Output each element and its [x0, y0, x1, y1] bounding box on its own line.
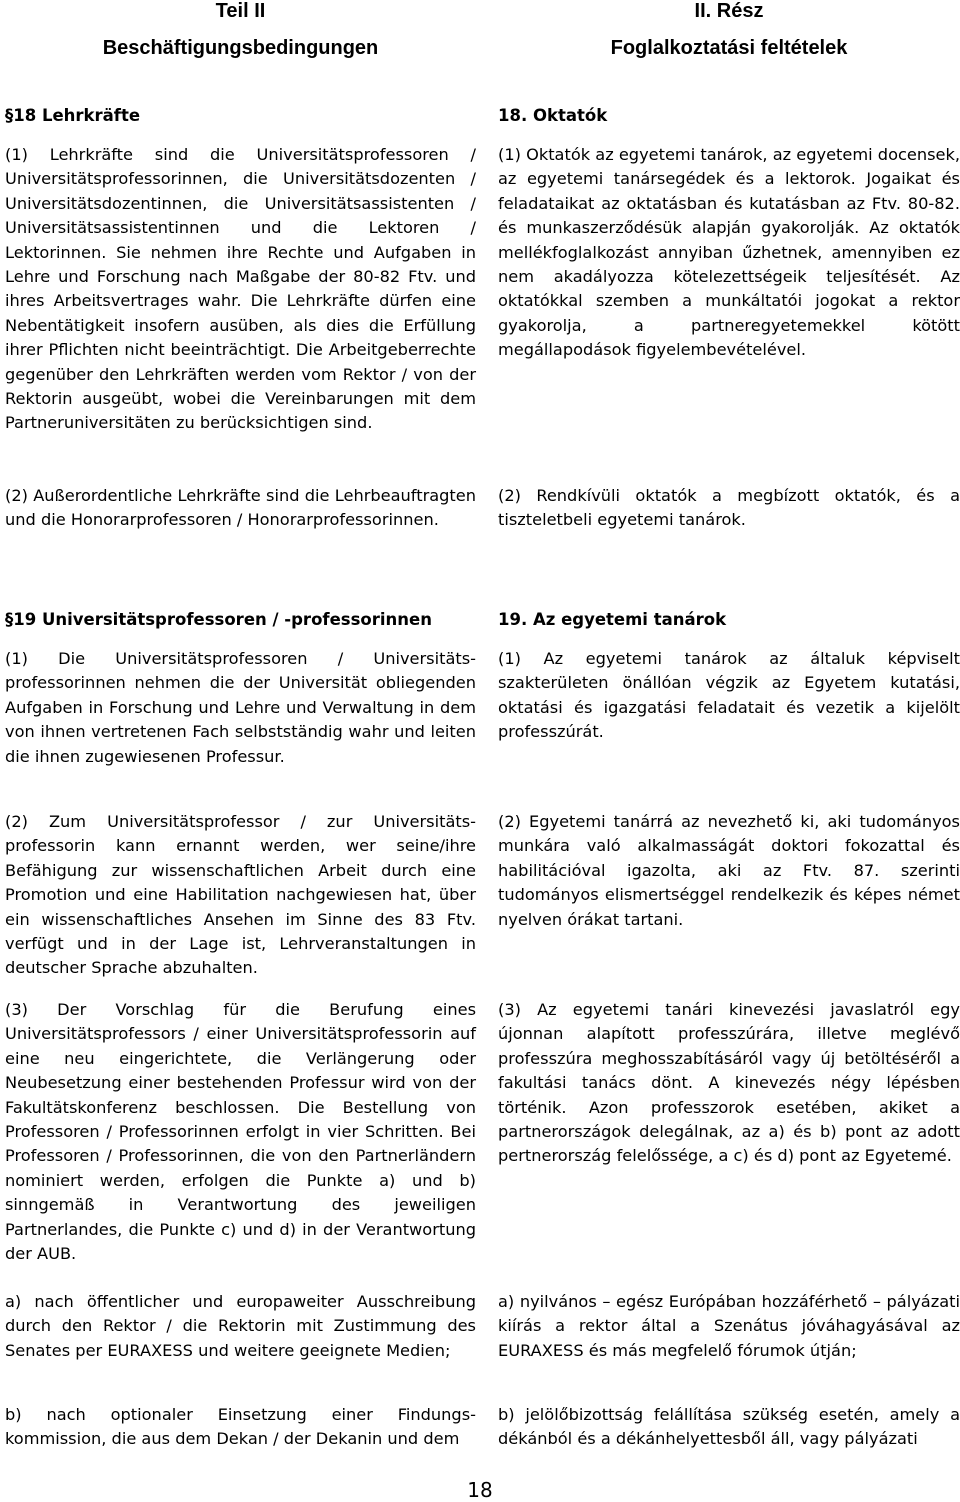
sec19-de-item-b: b) nach optionaler Einsetzung einer Findungs-kommission, die aus dem Dekan / der Dekanin und dem: [5, 1405, 476, 1449]
sec18-de-para2: (2) Außerordentliche Lehrkräfte sind die Lehrbeauftragten und die Honorarprofessoren / Honorarprofessorinnen.: [5, 486, 476, 530]
sec19-hu-item-b: b) jelölőbizottság felállítása szükség esetén, amely a dékánból és a dékánhelyettesből áll, vagy pályázati: [498, 1405, 960, 1449]
part-label-hu: II. Rész: [694, 0, 764, 22]
page-number: 18: [467, 1478, 493, 1502]
part-label-de: Teil II: [215, 0, 266, 22]
sec19-de-para1: (1) Die Universitätsprofessoren / Universitäts-professorinnen nehmen die der Universität obliegenden Aufgaben in Forschung und Lehre und Verwaltung in dem von ihnen vertretenen Fach selbstständig wahr und leiten die ihnen zugewiesenen Professur.: [5, 649, 476, 766]
sec19-hu-para3: (3) Az egyetemi tanári kinevezési javaslatról egy újonnan alapított professzúrára, illetve meglévő professzúra meghosszabításáról vagy új betöltéséről a fakultási tanács dönt. A kinevezés négy lépésben történik. Azon professzorok esetében, akiket a partnerországok delegálnak, az a) és b) pont az adott pertnerország felelőssége, a c) és d) pont az Egyetemé.: [498, 1000, 960, 1166]
section-18-heading-de: §18 Lehrkräfte: [5, 106, 141, 125]
section-18-heading-hu: 18. Oktatók: [498, 106, 608, 125]
sec19-de-para2: (2) Zum Universitätsprofessor / zur Universitäts-professorin kann ernannt werden, wer seine/ihre Befähigung zur wissenschaftlichen Arbeit durch eine Promotion und eine Habilitation nachgewiesen hat, über ein wissenschaftliches Ansehen im Sinne des 83 Ftv. verfügt und in der Lage ist, Lehrveranstaltungen in deutscher Sprache abzuhalten.: [5, 812, 476, 978]
sec18-hu-para2: (2) Rendkívüli oktatók a megbízott oktatók, és a tiszteletbeli egyetemi tanárok.: [498, 486, 960, 530]
sec18-de-para1: (1) Lehrkräfte sind die Universitätsprofessoren / Universitätsprofessorinnen, die Universitätsdozenten / Universitätsdozentinnen, die Universitätsassistenten / Universitätsassistentinnen und die Lektoren / Lektorinnen. Sie nehmen ihre Rechte und Aufgaben in Lehre und Forschung nach Maßgabe der 80-82 Ftv. und ihres Arbeitsvertrages wahr. Die Lehrkräfte dürfen eine Nebentätigkeit insofern ausüben, als dies die Erfüllung ihrer Pflichten nicht beeinträchtigt. Die Arbeitgeberrechte gegenüber den Lehrkräften werden vom Rektor / von der Rektorin ausgeübt, wobei die Vereinbarungen mit dem Partneruniversitäten zu berücksichtigen sind.: [5, 145, 476, 433]
section-19-heading-de: §19 Universitätsprofessoren / -professorinnen: [5, 610, 432, 629]
sec19-de-para3: (3) Der Vorschlag für die Berufung eines Universitätsprofessors / einer Universitätsprofessorin auf eine neu eingerichtete, die Verlängerung oder Neubesetzung einer bestehenden Professur wird von der Fakultätskonferenz beschlossen. Die Bestellung von Professoren / Professorinnen erfolgt in vier Schritten. Bei Professoren / Professorinnen, die von den Partnerländern nominiert werden, erfolgen die Punkte a) und b) sinngemäß in Verantwortung des jeweiligen Partnerlandes, die Punkte c) und d) in der Verantwortung der AUB.: [5, 1000, 476, 1264]
paragraph-sign-icon: §: [5, 106, 14, 125]
sec19-hu-item-a: a) nyilvános – egész Európában hozzáférhető – pályázati kiírás a rektor által a Szenátus jóváhagyásával az EURAXESS és más megfelelő fórumok útján;: [498, 1292, 960, 1360]
sec19-de-item-a: a) nach öffentlicher und europaweiter Ausschreibung durch den Rektor / die Rektorin mit Zustimmung des Senates per EURAXESS und weitere geeignete Medien;: [5, 1292, 476, 1360]
paragraph-sign-icon: §: [5, 610, 14, 629]
section-19-heading-hu: 19. Az egyetemi tanárok: [498, 610, 727, 629]
sec19-hu-para2: (2) Egyetemi tanárrá az nevezhető ki, aki tudományos munkára való alkalmasságát doktori fokozattal és habilitációval igazolta, aki az Ftv. 87. szerinti tudományos elismertséggel rendelkezik és képes német nyelven órákat tartani.: [498, 812, 960, 929]
part-title-de: Beschäftigungsbedingungen: [102, 37, 379, 59]
part-title-hu: Foglalkoztatási feltételek: [610, 37, 848, 59]
sec18-hu-para1: (1) Oktatók az egyetemi tanárok, az egyetemi docensek, az egyetemi tanársegédek és a lektorok. Jogaikat és feladataikat az oktatásban és kutatásban az Ftv. 80-82. és munkaszerződésük alapján gyakorolják. Az oktatók mellékfoglalkozást annyiban űzhetnek, amennyiben ez nem akadályozza kötelezettségeik teljesítését. Az oktatókkal szemben a munkáltatói jogokat a rektor gyakorolja, a partneregyetemekkel kötött megállapodások figyelembevételével.: [498, 145, 960, 360]
sec19-hu-para1: (1) Az egyetemi tanárok az általuk képviselt szakterületen önállóan végzik az Egyetem kutatási, oktatási és igazgatási feladatait és vezetik a kijelölt professzúrát.: [498, 649, 960, 742]
